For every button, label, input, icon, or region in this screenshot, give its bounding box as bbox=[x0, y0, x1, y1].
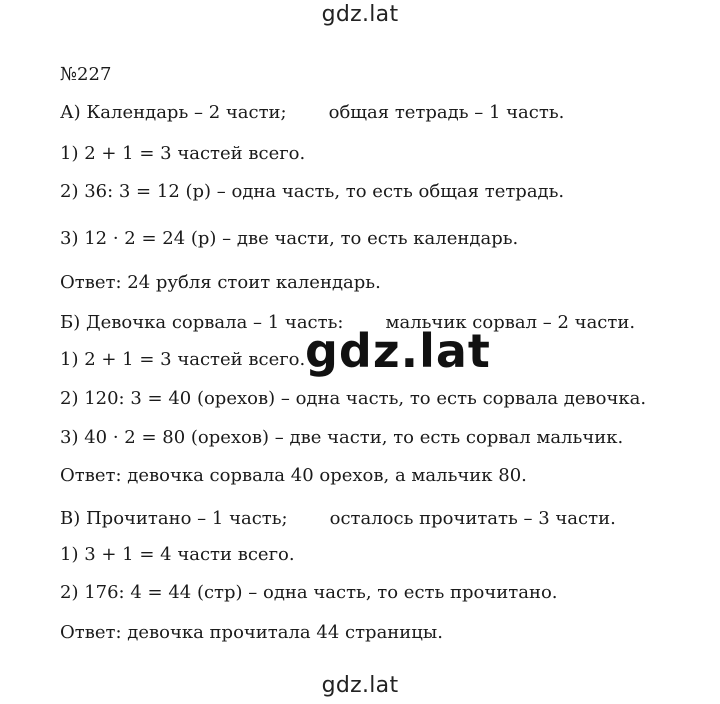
watermark-top: gdz.lat bbox=[321, 2, 399, 27]
section-a-answer: Ответ: 24 рубля стоит календарь. bbox=[60, 272, 381, 293]
section-a-header-left: А) Календарь – 2 части; bbox=[60, 102, 287, 123]
watermark-bottom: gdz.lat bbox=[321, 673, 399, 698]
section-b-header-right: мальчик сорвал – 2 части. bbox=[385, 312, 636, 333]
section-c-step-1: 1) 3 + 1 = 4 части всего. bbox=[60, 544, 295, 565]
section-a-header bbox=[60, 104, 564, 122]
section-a-header-right: общая тетрадь – 1 часть. bbox=[328, 102, 565, 123]
section-a-step-2: 2) 36: 3 = 12 (р) – одна часть, то есть общая тетрадь. bbox=[60, 181, 565, 202]
section-a-step-1: 1) 2 + 1 = 3 частей всего. bbox=[60, 143, 306, 164]
section-b-header-left: Б) Девочка сорвала – 1 часть: bbox=[60, 312, 344, 333]
section-c-header-right: осталось прочитать – 3 части. bbox=[329, 508, 616, 529]
watermark-center: gdz.lat bbox=[305, 324, 491, 378]
section-b-step-1: 1) 2 + 1 = 3 частей всего. bbox=[60, 349, 306, 370]
problem-number: №227 bbox=[60, 64, 112, 85]
section-b-step-3: 3) 40 · 2 = 80 (орехов) – две части, то есть сорвал мальчик. bbox=[60, 427, 624, 448]
section-c-header-left: В) Прочитано – 1 часть; bbox=[60, 508, 288, 529]
section-b-step-2: 2) 120: 3 = 40 (орехов) – одна часть, то есть сорвала девочка. bbox=[60, 388, 647, 409]
section-c-header bbox=[60, 510, 616, 528]
section-c-step-2: 2) 176: 4 = 44 (стр) – одна часть, то есть прочитано. bbox=[60, 582, 558, 603]
section-b-answer: Ответ: девочка сорвала 40 орехов, а мальчик 80. bbox=[60, 465, 527, 486]
section-a-step-3: 3) 12 · 2 = 24 (р) – две части, то есть календарь. bbox=[60, 228, 519, 249]
section-c-answer: Ответ: девочка прочитала 44 страницы. bbox=[60, 622, 443, 643]
